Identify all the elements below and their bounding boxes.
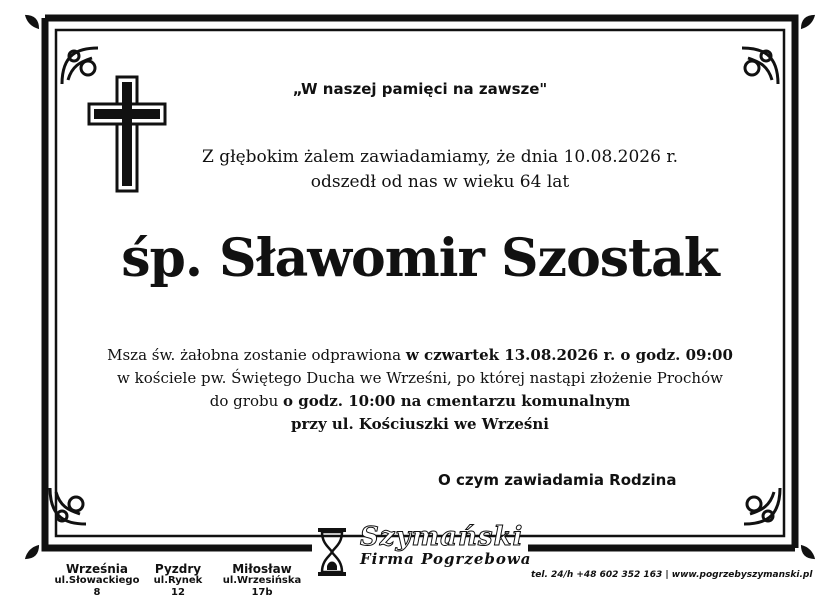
location-city: Miłosław — [232, 562, 292, 576]
corner-ornament-icon — [46, 482, 92, 528]
hourglass-logo-icon — [316, 526, 348, 578]
contact-info: tel. 24/h +48 602 352 163 | www.pogrzebyszymanski.pl — [531, 570, 813, 580]
mass-line-4: przy ul. Kościuszki we Wrześni — [291, 415, 549, 433]
mass-line-1a: Msza św. żałobna zostanie odprawiona — [107, 346, 406, 364]
mass-line-3a: do grobu — [209, 392, 284, 410]
family-signature: O czym zawiadamia Rodzina — [438, 471, 677, 489]
mass-line-1b: w czwartek 13.08.2026 r. o godz. 09:00 — [405, 346, 733, 364]
intro-line-1: Z głębokim żalem zawiadamiamy, że dnia 10.08.2026 r. — [202, 147, 678, 167]
memorial-quote: „W naszej pamięci na zawsze" — [292, 80, 548, 98]
mass-line-3b: o godz. 10:00 na cmentarzu komunalnym — [283, 392, 631, 410]
intro-line-2: odszedł od nas w wieku 64 lat — [310, 172, 570, 192]
deceased-name: śp. Sławomir Szostak — [121, 228, 719, 289]
funeral-home-brand — [360, 522, 532, 568]
location-address: ul.Wrzesińska 17b — [222, 575, 302, 598]
announcement-intro — [160, 145, 720, 195]
location-city: Września — [66, 562, 128, 576]
location-city: Pyzdry — [154, 562, 202, 576]
corner-ornament-icon — [738, 482, 784, 528]
brand-subtitle: Firma Pogrzebowa — [360, 550, 532, 568]
mass-details — [80, 344, 760, 436]
mass-line-2: w kościele pw. Świętego Ducha we Wrześni, po której nastąpi złożenie Prochów — [117, 369, 723, 387]
location-address: ul.Słowackiego 8 — [54, 575, 140, 598]
brand-name: Szymański — [360, 522, 524, 552]
location-address: ul.Rynek 12 — [153, 575, 203, 598]
